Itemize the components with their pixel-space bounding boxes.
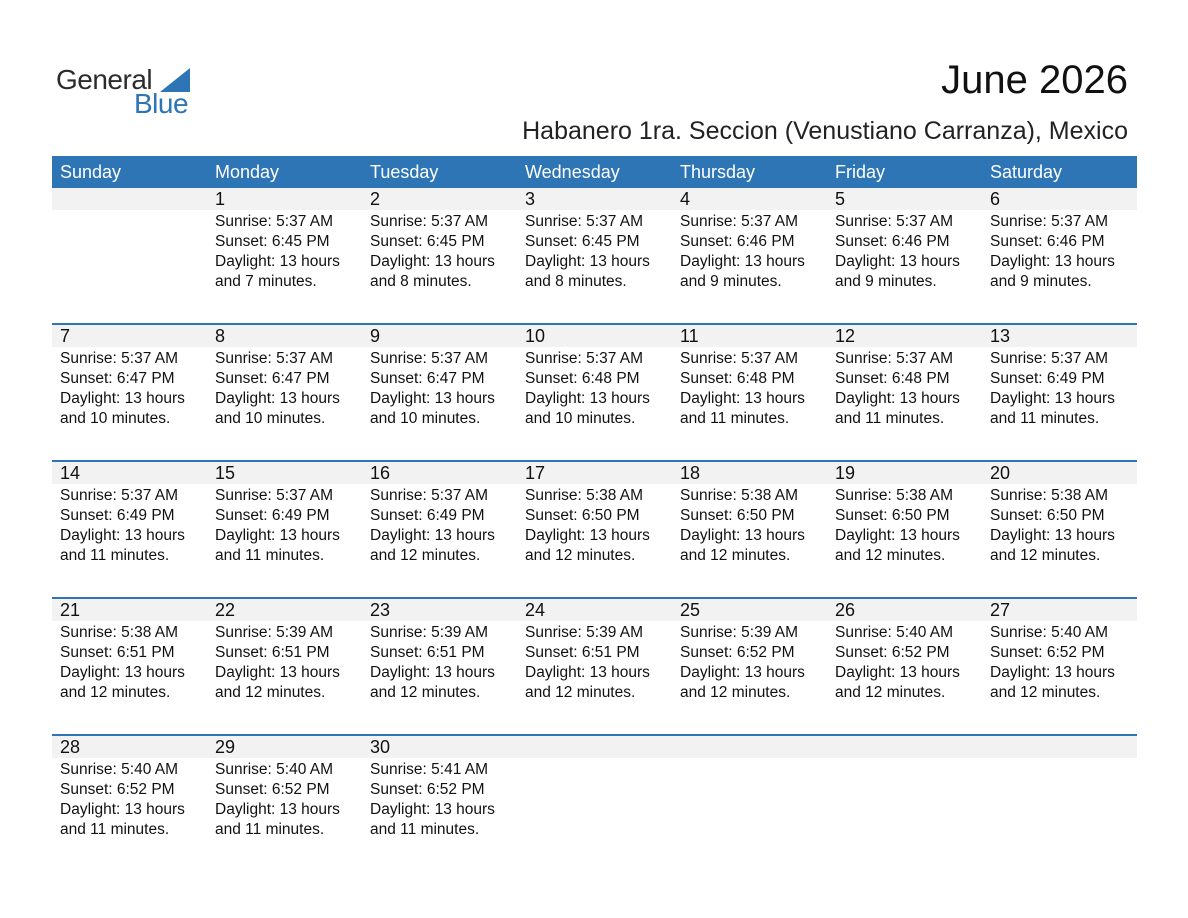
weekday-sunday: Sunday <box>60 162 122 182</box>
sunrise-text: Sunrise: 5:39 AM <box>680 624 799 641</box>
day-number: 14 <box>52 462 207 484</box>
day-number <box>52 188 207 210</box>
day-cell <box>517 462 672 597</box>
weekday-tuesday: Tuesday <box>370 162 439 182</box>
day-info <box>362 212 517 292</box>
day-info <box>672 349 827 429</box>
daylight-text: Daylight: 13 hours <box>525 664 650 681</box>
day-cell <box>207 599 362 734</box>
sunset-text: Sunset: 6:50 PM <box>680 507 795 524</box>
day-number: 4 <box>672 188 827 210</box>
day-info <box>982 486 1137 566</box>
day-cell <box>52 462 207 597</box>
sunset-text: Sunset: 6:46 PM <box>990 233 1105 250</box>
sunrise-text: Sunrise: 5:37 AM <box>370 350 489 367</box>
sunset-text: Sunset: 6:51 PM <box>60 644 175 661</box>
day-cell <box>362 736 517 871</box>
day-cell <box>362 599 517 734</box>
minutes-text: and 11 minutes. <box>60 547 170 564</box>
sunset-text: Sunset: 6:52 PM <box>680 644 795 661</box>
sunset-text: Sunset: 6:45 PM <box>215 233 330 250</box>
day-number: 28 <box>52 736 207 758</box>
day-info <box>517 349 672 429</box>
day-cell <box>672 325 827 460</box>
sunrise-text: Sunrise: 5:38 AM <box>525 487 644 504</box>
minutes-text: and 12 minutes. <box>680 547 791 564</box>
day-info <box>672 212 827 292</box>
weekday-saturday: Saturday <box>990 162 1063 182</box>
day-number <box>517 736 672 758</box>
day-cell <box>362 188 517 323</box>
minutes-text: and 12 minutes. <box>60 684 171 701</box>
daylight-text: Daylight: 13 hours <box>525 527 650 544</box>
day-info <box>207 212 362 292</box>
sunrise-text: Sunrise: 5:39 AM <box>215 624 334 641</box>
day-number: 18 <box>672 462 827 484</box>
sunrise-text: Sunrise: 5:38 AM <box>990 487 1109 504</box>
sunset-text: Sunset: 6:47 PM <box>370 370 485 387</box>
day-info <box>672 486 827 566</box>
logo-blue-text: Blue <box>134 88 189 119</box>
day-info <box>362 349 517 429</box>
day-cell <box>827 599 982 734</box>
sunrise-text: Sunrise: 5:39 AM <box>525 624 644 641</box>
minutes-text: and 11 minutes. <box>60 821 170 838</box>
day-info <box>362 623 517 703</box>
daylight-text: Daylight: 13 hours <box>680 527 805 544</box>
daylight-text: Daylight: 13 hours <box>835 390 960 407</box>
minutes-text: and 9 minutes. <box>835 273 937 290</box>
sunrise-text: Sunrise: 5:40 AM <box>835 624 954 641</box>
sunrise-text: Sunrise: 5:37 AM <box>60 350 179 367</box>
day-number: 12 <box>827 325 982 347</box>
daylight-text: Daylight: 13 hours <box>60 801 185 818</box>
day-cell <box>827 188 982 323</box>
day-number: 13 <box>982 325 1137 347</box>
day-number: 9 <box>362 325 517 347</box>
day-info <box>827 623 982 703</box>
weekday-friday: Friday <box>835 162 886 182</box>
calendar-week <box>52 188 1137 323</box>
minutes-text: and 10 minutes. <box>215 410 326 427</box>
day-number: 30 <box>362 736 517 758</box>
sunset-text: Sunset: 6:52 PM <box>835 644 950 661</box>
day-number: 19 <box>827 462 982 484</box>
day-cell <box>517 188 672 323</box>
sunset-text: Sunset: 6:49 PM <box>370 507 485 524</box>
day-cell <box>52 325 207 460</box>
logo-general-text: General <box>56 64 153 95</box>
daylight-text: Daylight: 13 hours <box>680 664 805 681</box>
day-cell <box>52 736 207 871</box>
sunrise-text: Sunrise: 5:37 AM <box>835 213 954 230</box>
day-number: 24 <box>517 599 672 621</box>
day-cell <box>672 599 827 734</box>
day-info <box>827 486 982 566</box>
sunset-text: Sunset: 6:51 PM <box>215 644 330 661</box>
minutes-text: and 12 minutes. <box>525 547 636 564</box>
calendar <box>52 156 1137 871</box>
sunrise-text: Sunrise: 5:37 AM <box>680 350 799 367</box>
sunrise-text: Sunrise: 5:40 AM <box>60 761 179 778</box>
sunrise-text: Sunrise: 5:41 AM <box>370 761 489 778</box>
sunrise-text: Sunrise: 5:38 AM <box>60 624 179 641</box>
day-number <box>827 736 982 758</box>
daylight-text: Daylight: 13 hours <box>370 253 495 270</box>
daylight-text: Daylight: 13 hours <box>990 253 1115 270</box>
sunset-text: Sunset: 6:47 PM <box>60 370 175 387</box>
sunrise-text: Sunrise: 5:37 AM <box>370 487 489 504</box>
sunrise-text: Sunrise: 5:38 AM <box>680 487 799 504</box>
minutes-text: and 11 minutes. <box>215 821 325 838</box>
sunrise-text: Sunrise: 5:37 AM <box>370 213 489 230</box>
sunrise-text: Sunrise: 5:37 AM <box>680 213 799 230</box>
sunset-text: Sunset: 6:50 PM <box>990 507 1105 524</box>
day-number: 10 <box>517 325 672 347</box>
sunset-text: Sunset: 6:49 PM <box>215 507 330 524</box>
day-info <box>52 349 207 429</box>
day-cell <box>827 462 982 597</box>
day-info <box>52 486 207 566</box>
daylight-text: Daylight: 13 hours <box>370 390 495 407</box>
day-cell <box>362 462 517 597</box>
day-number: 5 <box>827 188 982 210</box>
sunset-text: Sunset: 6:48 PM <box>680 370 795 387</box>
daylight-text: Daylight: 13 hours <box>215 664 340 681</box>
minutes-text: and 12 minutes. <box>990 547 1101 564</box>
sunset-text: Sunset: 6:52 PM <box>990 644 1105 661</box>
day-number: 20 <box>982 462 1137 484</box>
minutes-text: and 8 minutes. <box>370 273 472 290</box>
daylight-text: Daylight: 13 hours <box>680 253 805 270</box>
sunrise-text: Sunrise: 5:38 AM <box>835 487 954 504</box>
daylight-text: Daylight: 13 hours <box>525 253 650 270</box>
day-info <box>362 486 517 566</box>
day-info <box>982 212 1137 292</box>
day-cell <box>672 188 827 323</box>
calendar-week <box>52 323 1137 460</box>
day-number <box>672 736 827 758</box>
day-cell <box>982 188 1137 323</box>
daylight-text: Daylight: 13 hours <box>990 527 1115 544</box>
minutes-text: and 12 minutes. <box>370 684 481 701</box>
minutes-text: and 12 minutes. <box>370 547 481 564</box>
day-info <box>672 623 827 703</box>
day-number: 6 <box>982 188 1137 210</box>
sunrise-text: Sunrise: 5:37 AM <box>215 350 334 367</box>
day-cell <box>827 736 982 871</box>
day-number: 27 <box>982 599 1137 621</box>
weekday-monday: Monday <box>215 162 280 182</box>
sunrise-text: Sunrise: 5:37 AM <box>990 213 1109 230</box>
calendar-week <box>52 460 1137 597</box>
page-title: June 2026 <box>941 58 1128 102</box>
minutes-text: and 9 minutes. <box>990 273 1092 290</box>
daylight-text: Daylight: 13 hours <box>370 527 495 544</box>
day-number: 29 <box>207 736 362 758</box>
sunrise-text: Sunrise: 5:39 AM <box>370 624 489 641</box>
minutes-text: and 11 minutes. <box>835 410 945 427</box>
day-info <box>517 623 672 703</box>
sunrise-text: Sunrise: 5:37 AM <box>525 350 644 367</box>
daylight-text: Daylight: 13 hours <box>835 253 960 270</box>
sunset-text: Sunset: 6:45 PM <box>525 233 640 250</box>
minutes-text: and 12 minutes. <box>990 684 1101 701</box>
sunset-text: Sunset: 6:45 PM <box>370 233 485 250</box>
day-cell <box>672 462 827 597</box>
minutes-text: and 10 minutes. <box>525 410 636 427</box>
calendar-week <box>52 597 1137 734</box>
day-cell <box>207 462 362 597</box>
day-cell <box>517 325 672 460</box>
day-info <box>207 486 362 566</box>
day-cell <box>52 188 207 323</box>
sunset-text: Sunset: 6:50 PM <box>525 507 640 524</box>
sunset-text: Sunset: 6:52 PM <box>60 781 175 798</box>
sunset-text: Sunset: 6:52 PM <box>215 781 330 798</box>
day-number: 25 <box>672 599 827 621</box>
daylight-text: Daylight: 13 hours <box>60 390 185 407</box>
day-number: 11 <box>672 325 827 347</box>
minutes-text: and 10 minutes. <box>370 410 481 427</box>
day-number: 23 <box>362 599 517 621</box>
sunrise-text: Sunrise: 5:37 AM <box>990 350 1109 367</box>
day-info <box>207 623 362 703</box>
day-cell <box>207 325 362 460</box>
minutes-text: and 11 minutes. <box>680 410 790 427</box>
minutes-text: and 11 minutes. <box>990 410 1100 427</box>
day-info <box>207 760 362 840</box>
minutes-text: and 9 minutes. <box>680 273 782 290</box>
sunset-text: Sunset: 6:49 PM <box>60 507 175 524</box>
day-number: 21 <box>52 599 207 621</box>
day-number: 17 <box>517 462 672 484</box>
day-number: 2 <box>362 188 517 210</box>
minutes-text: and 12 minutes. <box>680 684 791 701</box>
sunset-text: Sunset: 6:47 PM <box>215 370 330 387</box>
weekday-wednesday: Wednesday <box>525 162 620 182</box>
day-cell <box>672 736 827 871</box>
day-info <box>827 212 982 292</box>
day-info <box>982 349 1137 429</box>
daylight-text: Daylight: 13 hours <box>215 801 340 818</box>
daylight-text: Daylight: 13 hours <box>990 390 1115 407</box>
day-info <box>52 760 207 840</box>
day-cell <box>52 599 207 734</box>
sunrise-text: Sunrise: 5:37 AM <box>215 213 334 230</box>
sunset-text: Sunset: 6:52 PM <box>370 781 485 798</box>
day-info <box>517 212 672 292</box>
daylight-text: Daylight: 13 hours <box>215 390 340 407</box>
sunrise-text: Sunrise: 5:37 AM <box>525 213 644 230</box>
day-number: 22 <box>207 599 362 621</box>
daylight-text: Daylight: 13 hours <box>215 253 340 270</box>
day-number: 26 <box>827 599 982 621</box>
calendar-weeks <box>52 188 1137 871</box>
day-cell <box>982 736 1137 871</box>
day-info <box>52 623 207 703</box>
weekday-thursday: Thursday <box>680 162 756 182</box>
daylight-text: Daylight: 13 hours <box>680 390 805 407</box>
minutes-text: and 11 minutes. <box>215 547 325 564</box>
day-info <box>207 349 362 429</box>
minutes-text: and 11 minutes. <box>370 821 480 838</box>
sunrise-text: Sunrise: 5:40 AM <box>990 624 1109 641</box>
sunset-text: Sunset: 6:46 PM <box>835 233 950 250</box>
day-number: 8 <box>207 325 362 347</box>
daylight-text: Daylight: 13 hours <box>835 527 960 544</box>
minutes-text: and 10 minutes. <box>60 410 171 427</box>
location-subtitle: Habanero 1ra. Seccion (Venustiano Carranza), Mexico <box>522 117 1128 145</box>
daylight-text: Daylight: 13 hours <box>60 664 185 681</box>
sunset-text: Sunset: 6:49 PM <box>990 370 1105 387</box>
day-number: 16 <box>362 462 517 484</box>
day-number: 3 <box>517 188 672 210</box>
day-cell <box>982 462 1137 597</box>
day-cell <box>982 599 1137 734</box>
sunrise-text: Sunrise: 5:37 AM <box>215 487 334 504</box>
day-number <box>982 736 1137 758</box>
sunset-text: Sunset: 6:51 PM <box>525 644 640 661</box>
sunrise-text: Sunrise: 5:37 AM <box>60 487 179 504</box>
day-cell <box>517 736 672 871</box>
minutes-text: and 12 minutes. <box>215 684 326 701</box>
minutes-text: and 7 minutes. <box>215 273 317 290</box>
day-cell <box>827 325 982 460</box>
day-info <box>517 486 672 566</box>
minutes-text: and 8 minutes. <box>525 273 627 290</box>
weekday-header <box>52 156 1137 188</box>
day-number: 7 <box>52 325 207 347</box>
sunrise-text: Sunrise: 5:37 AM <box>835 350 954 367</box>
sunset-text: Sunset: 6:50 PM <box>835 507 950 524</box>
daylight-text: Daylight: 13 hours <box>525 390 650 407</box>
sunset-text: Sunset: 6:48 PM <box>835 370 950 387</box>
calendar-week <box>52 734 1137 871</box>
daylight-text: Daylight: 13 hours <box>215 527 340 544</box>
sunset-text: Sunset: 6:51 PM <box>370 644 485 661</box>
day-cell <box>207 188 362 323</box>
minutes-text: and 12 minutes. <box>525 684 636 701</box>
daylight-text: Daylight: 13 hours <box>990 664 1115 681</box>
day-number: 15 <box>207 462 362 484</box>
day-cell <box>362 325 517 460</box>
day-cell <box>517 599 672 734</box>
sunset-text: Sunset: 6:48 PM <box>525 370 640 387</box>
daylight-text: Daylight: 13 hours <box>60 527 185 544</box>
day-info <box>362 760 517 840</box>
minutes-text: and 12 minutes. <box>835 684 946 701</box>
sunrise-text: Sunrise: 5:40 AM <box>215 761 334 778</box>
day-number: 1 <box>207 188 362 210</box>
minutes-text: and 12 minutes. <box>835 547 946 564</box>
daylight-text: Daylight: 13 hours <box>835 664 960 681</box>
day-cell <box>982 325 1137 460</box>
daylight-text: Daylight: 13 hours <box>370 664 495 681</box>
daylight-text: Daylight: 13 hours <box>370 801 495 818</box>
day-info <box>982 623 1137 703</box>
sunset-text: Sunset: 6:46 PM <box>680 233 795 250</box>
day-info <box>827 349 982 429</box>
logo <box>56 64 206 118</box>
day-cell <box>207 736 362 871</box>
